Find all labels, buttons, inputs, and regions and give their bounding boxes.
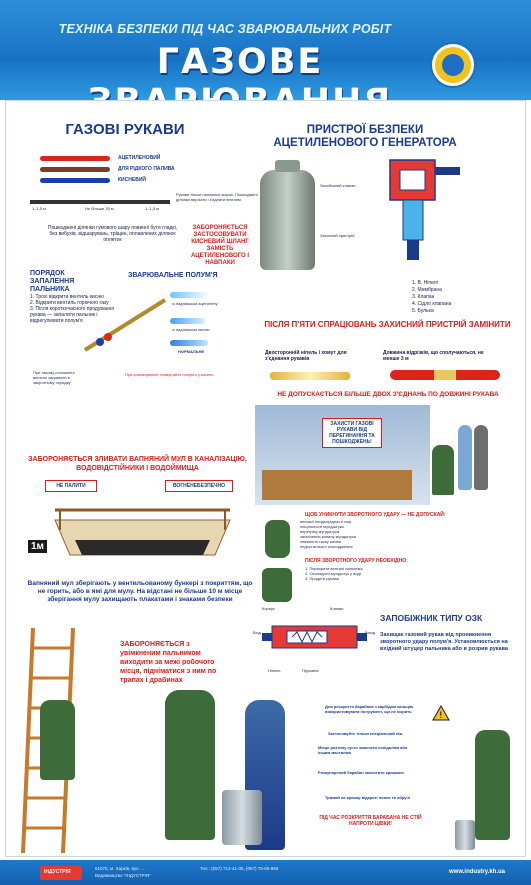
carbide-text-4: Розкупорений барабан захистити кришкою	[318, 770, 404, 775]
ignition-step: 3. Після короткочасного продування рукава — запалити пальник і відрегулювати полум'я	[30, 306, 114, 324]
footer-brand: ІНДУСТРІЯ	[44, 869, 71, 875]
ozk-label-nipple: Ніпель	[268, 668, 281, 673]
footer-address: 61070, м. Харків, вул. ...	[95, 866, 145, 871]
carbide-text-3: Місце розтину густо змастити солідолом або іншим мастилом	[318, 745, 408, 755]
ignition-step: 2. Відкрити вентиль горючого газу	[30, 300, 109, 306]
backfire-item: недостатнього охолодження	[300, 544, 353, 549]
flame-normal	[170, 340, 208, 346]
gas-cylinder	[474, 425, 488, 490]
flame-oxygen	[170, 318, 205, 324]
hose-assembly	[30, 200, 170, 204]
carbide-text-2: Застосовуйте тільки спеціальний ніж	[328, 731, 403, 736]
poster-subtitle: ТЕХНІКА БЕЗПЕКИ ПІД ЧАС ЗВАРЮВАЛЬНИХ РОБІТ	[58, 22, 392, 36]
hose-label-oxygen: КИСНЕВИЙ	[118, 177, 147, 183]
sludge-title: ЗАБОРОНЯЄТЬСЯ ЗЛИВАТИ ВАПНЯНИЙ МУЛ В КАНАЛІЗАЦІЮ, ВОДОВІДСТІЙНИКИ І ВОДОЙМИЩА	[28, 456, 247, 472]
sign-no-smoking: НЕ ПАЛИТИ	[45, 480, 97, 492]
hoses-rules: Пошкоджені ділянки гумового шару повинні бути гладкі, без вибухів, відшарувань, тріщин, оплавлених ділянок оплеток	[47, 225, 178, 243]
flame-acetylene	[170, 292, 210, 298]
torch-illustration	[80, 295, 170, 355]
backfire-item: нещільності мундштука	[300, 524, 344, 529]
footer-phones: Тел.: (057) 713-41-35, (057) 75-65-869	[200, 866, 279, 871]
nipple-fitting	[270, 372, 350, 380]
safety-title	[255, 124, 475, 150]
footer-logo	[40, 866, 82, 880]
legend-item: 2. Мембрана	[412, 287, 442, 293]
legend-item: 3. Клапан	[412, 294, 435, 300]
joint-label: Двосторонній ніпель і хомут для з'єднання рукавів	[265, 350, 347, 362]
sign-fire-hazard: ВОГНЕНЕБЕЗПЕЧНО	[165, 480, 233, 492]
after-backfire-item: 1. Перекрити вентилі пальника	[305, 566, 363, 571]
safety-title-line1: ПРИСТРОЇ БЕЗПЕКИ	[306, 124, 424, 136]
backfire-list	[300, 519, 510, 549]
hoses-title: ГАЗОВІ РУКАВИ	[65, 121, 185, 138]
legend-item: 1. В. Ніпелі	[412, 280, 438, 286]
flame-title: ЗВАРЮВАЛЬНЕ ПОЛУМ'Я	[128, 272, 218, 279]
ozk-diagram	[262, 612, 367, 664]
joined-hose	[390, 370, 500, 380]
backfire-item: засмічення каналу мундштука	[300, 534, 357, 539]
device-replace-rule: ПІСЛЯ П'ЯТИ СПРАЦЮВАНЬ ЗАХИСНИЙ ПРИСТРІЙ ЗАМІНИТИ	[264, 320, 511, 329]
brand-logo-icon	[432, 44, 474, 86]
device-cutaway	[385, 155, 465, 285]
worker-figure	[265, 520, 290, 558]
backfire-item: великої неоднорідності газу	[300, 519, 352, 524]
acetylene-generator	[260, 170, 315, 270]
poster-header	[0, 0, 531, 100]
after-backfire-item: 2. Охолодити мундштук у воді	[305, 571, 361, 576]
ozk-label-out: Вихід	[365, 630, 376, 635]
hose-label-fuel: ДЛЯ РІДКОГО ПАЛИВА	[118, 166, 175, 172]
protect-hoses-sign: ЗАХИСТИ ГАЗОВІ РУКАВИ ВІД ПЕРЕГИНАННЯ ТА ПОШКОДЖЕНЬ!	[322, 418, 382, 448]
footer-publisher: Видавництво "ІНДУСТРІЯ"	[95, 873, 151, 878]
oxygen-cylinder	[458, 425, 472, 490]
after-backfire-list	[305, 566, 515, 581]
backfire-item: зниження тиску кисню	[300, 539, 342, 544]
device-legend	[412, 280, 472, 315]
hose-red	[40, 156, 110, 161]
length-label: Довжина відрізків, що сполучаються, не менше 3 м	[383, 350, 484, 362]
hoses-warning: ЗАБОРОНЯЄТЬСЯ ЗАСТОСОВУВАТИ КИСНЕВИЙ ШЛАНГ ЗАМІСТЬ АЦЕТИЛЕНОВОГО І НАВПАКИ	[190, 225, 250, 266]
sludge-text: Вапняний мул зберігають у вентильованому бункері з покриттям, що не горить, або в ямі для мулу. На відстані не більше 10 м місце зберігання мулу захищають плакатами і знаками безпеки	[27, 580, 253, 603]
hazard-sign-icon	[432, 705, 450, 721]
svg-text:!: !	[439, 711, 443, 721]
label-protect-device: Захисний пристрій	[320, 233, 355, 238]
ignition-step: 1. Трохі відкрити вентиль кисню	[30, 294, 104, 300]
hose-brown	[40, 167, 110, 172]
small-drum	[455, 820, 475, 850]
ozk-label-body: Корпус	[262, 606, 275, 611]
ozk-label-in: Вхід	[253, 630, 261, 635]
dim-middle: Не більше 30 м	[85, 206, 114, 211]
sludge-pit	[35, 500, 250, 575]
valves-note: При такому положенні вентилі закривати в зворотному порядку	[33, 370, 75, 385]
hose-label-acetylene: АЦЕТИЛЕНОВИЙ	[118, 155, 161, 161]
flame-label-normal: НОРМАЛЬНЕ	[178, 349, 205, 354]
ozk-text: Захищає газовий рукав від проникнення зворотного удару полум'я. Установлюється на вхідний штуцер пальника або в розрив рукава	[380, 632, 508, 652]
footer-url[interactable]: www.industry.kh.ua	[448, 869, 505, 875]
carbide-text-5: Тримай на кришці відкриті пояси та обручі	[325, 795, 410, 800]
right-worker	[475, 730, 510, 840]
carbide-drum	[222, 790, 262, 845]
legend-item: 5. Булька	[412, 308, 434, 314]
crouching-welder	[262, 568, 292, 602]
flame-label-oxygen: із надлишком кисню	[172, 327, 210, 332]
after-backfire-item: 3. Продути рукави	[305, 576, 339, 581]
hose-blue	[40, 178, 110, 183]
carbide-warning: ПІД ЧАС РОЗКРИТТЯ БАРАБАНА НЕ СТІЙ НАПРОТИ ЦІВКИ!	[319, 815, 422, 827]
after-backfire-title: ПІСЛЯ ЗВОРОТНОГО УДАРУ НЕОБХІДНО:	[305, 558, 408, 564]
footer	[0, 860, 531, 885]
backfire-item: перегріву мундштука	[300, 529, 340, 534]
poster-title: ГАЗОВЕ	[156, 42, 324, 82]
ignition-red-note: При спалахуванні, повертайте полум'я у кисень	[125, 372, 214, 377]
carbide-text-1: Для розкриття барабана з карбідом кальцію використовувати інструмент, що не іскрить	[325, 704, 414, 714]
carbide-worker	[165, 690, 215, 840]
hoses-note: Рукави тільки належних марок. Пошкоджені ділянки вирізати і з'єднати ніпелем.	[176, 192, 258, 202]
dim-right: 1–1,5 м	[145, 206, 159, 211]
ozk-title: ЗАПОБІЖНИК ТИПУ ОЗК	[380, 613, 483, 623]
joints-warning: НЕ ДОПУСКАЄТЬСЯ БІЛЬШЕ ДВОХ З'ЄДНАНЬ ПО ДОВЖИНІ РУКАВА	[277, 391, 499, 398]
ozk-label-spring: Пружина	[302, 668, 319, 673]
dim-left: 1–1,5 м	[32, 206, 46, 211]
backfire-title: ЩОБ УНИКНУТИ ЗВОРОТНОГО УДАРУ — НЕ ДОПУСКАЙ:	[305, 512, 446, 518]
ozk-label-valve: Клапан	[330, 606, 344, 611]
distance-marker: 1м	[28, 540, 47, 553]
ladder-warning: ЗАБОРОНЯЄТЬСЯ з увімкненим пальником виходити за межі робочого місця, підніматися з ним по трапах і драбинах	[120, 641, 217, 684]
safety-title-line2: АЦЕТИЛЕНОВОГО ГЕНЕРАТОРА	[273, 137, 457, 149]
climbing-welder	[40, 700, 75, 780]
workshop-floor	[262, 470, 412, 500]
ignition-title: ПОРЯДОК ЗАПАЛЕННЯ ПАЛЬНИКА	[30, 270, 75, 293]
generator-valve	[275, 160, 300, 172]
legend-item: 4. Сідло клапана	[412, 301, 452, 307]
flame-label-acetylene: із надлишком ацетилену	[172, 301, 218, 306]
welder-figure	[432, 445, 454, 495]
label-safety-valve: Запобіжний клапан	[320, 183, 356, 188]
